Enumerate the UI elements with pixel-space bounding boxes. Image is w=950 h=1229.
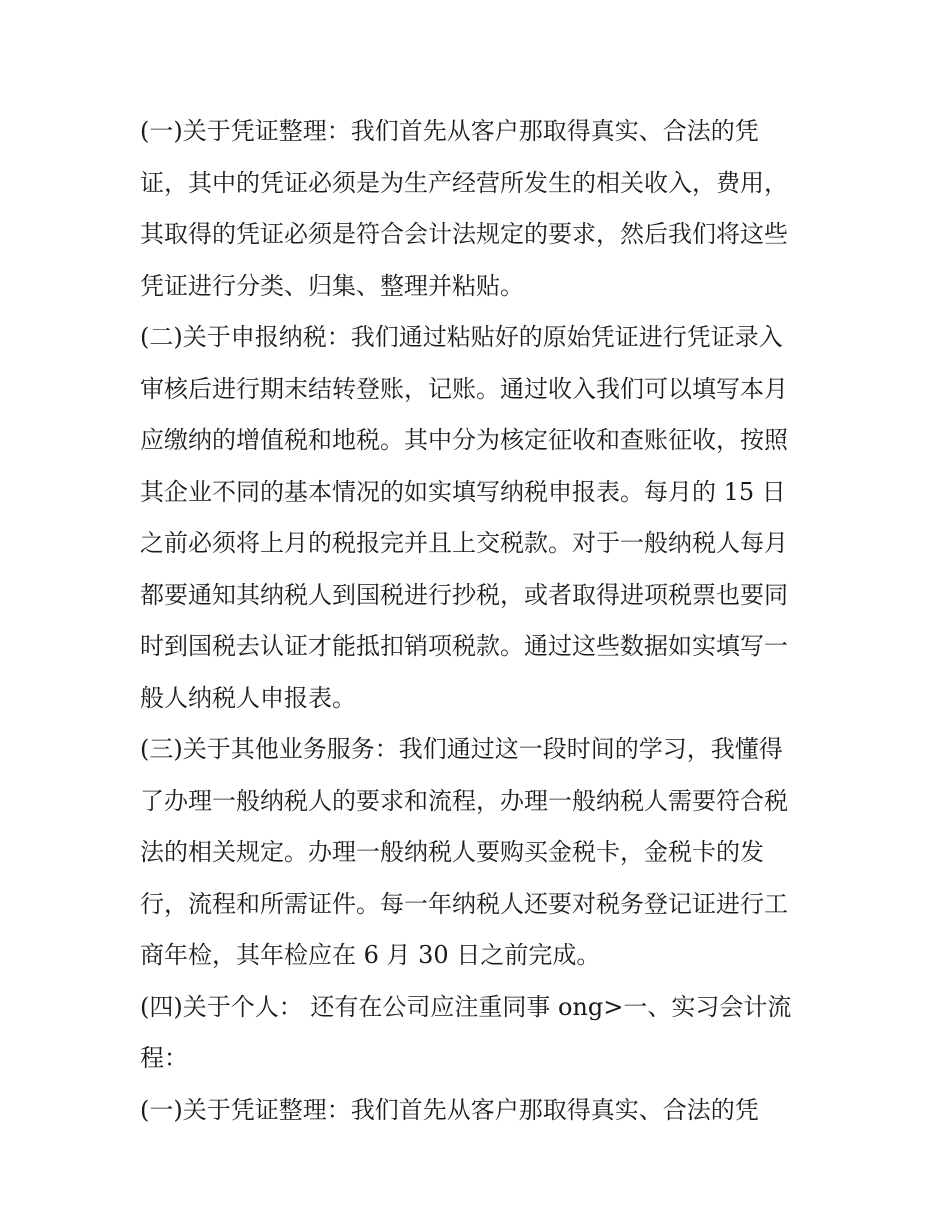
text-line: 之前必须将上月的税报完并且上交税款。对于一般纳税人每月 bbox=[140, 529, 788, 557]
text-line: 证，其中的凭证必须是为生产经营所发生的相关收入，费用， bbox=[140, 168, 788, 197]
text-line: 程： bbox=[140, 1044, 188, 1072]
text-line: 应缴纳的增值税和地税。其中分为核定征收和查账征收，按照 bbox=[140, 426, 788, 454]
text-line: (一)关于凭证整理：我们首先从客户那取得真实、合法的凭 bbox=[140, 1095, 759, 1124]
text-line: 其企业不同的基本情况的如实填写纳税申报表。每月的 15 日 bbox=[140, 477, 786, 506]
text-line: 其取得的凭证必须是符合会计法规定的要求，然后我们将这些 bbox=[140, 220, 788, 248]
text-line: 法的相关规定。办理一般纳税人要购买金税卡，金税卡的发 bbox=[140, 838, 764, 866]
text-line: (四)关于个人： 还有在公司应注重同事 ong>一、实习会计流 bbox=[140, 992, 792, 1021]
text-line: 都要通知其纳税人到国税进行抄税，或者取得进项税票也要同 bbox=[140, 580, 788, 609]
text-line: 了办理一般纳税人的要求和流程，办理一般纳税人需要符合税 bbox=[140, 786, 788, 815]
text-line: (一)关于凭证整理：我们首先从客户那取得真实、合法的凭 bbox=[140, 117, 759, 145]
text-line: 凭证进行分类、归集、整理并粘贴。 bbox=[140, 271, 524, 300]
text-line: 行，流程和所需证件。每一年纳税人还要对税务登记证进行工 bbox=[140, 889, 788, 918]
text-line: 般人纳税人申报表。 bbox=[140, 683, 356, 712]
text-line: (三)关于其他业务服务：我们通过这一段时间的学习，我懂得 bbox=[140, 735, 783, 763]
document-body bbox=[140, 106, 814, 1136]
text-line: (二)关于申报纳税：我们通过粘贴好的原始凭证进行凭证录入 bbox=[140, 323, 783, 351]
text-line: 商年检，其年检应在 6 月 30 日之前完成。 bbox=[140, 941, 601, 969]
text-line: 时到国税去认证才能抵扣销项税款。通过这些数据如实填写一 bbox=[140, 632, 788, 660]
text-line: 审核后进行期末结转登账，记账。通过收入我们可以填写本月 bbox=[140, 374, 788, 403]
